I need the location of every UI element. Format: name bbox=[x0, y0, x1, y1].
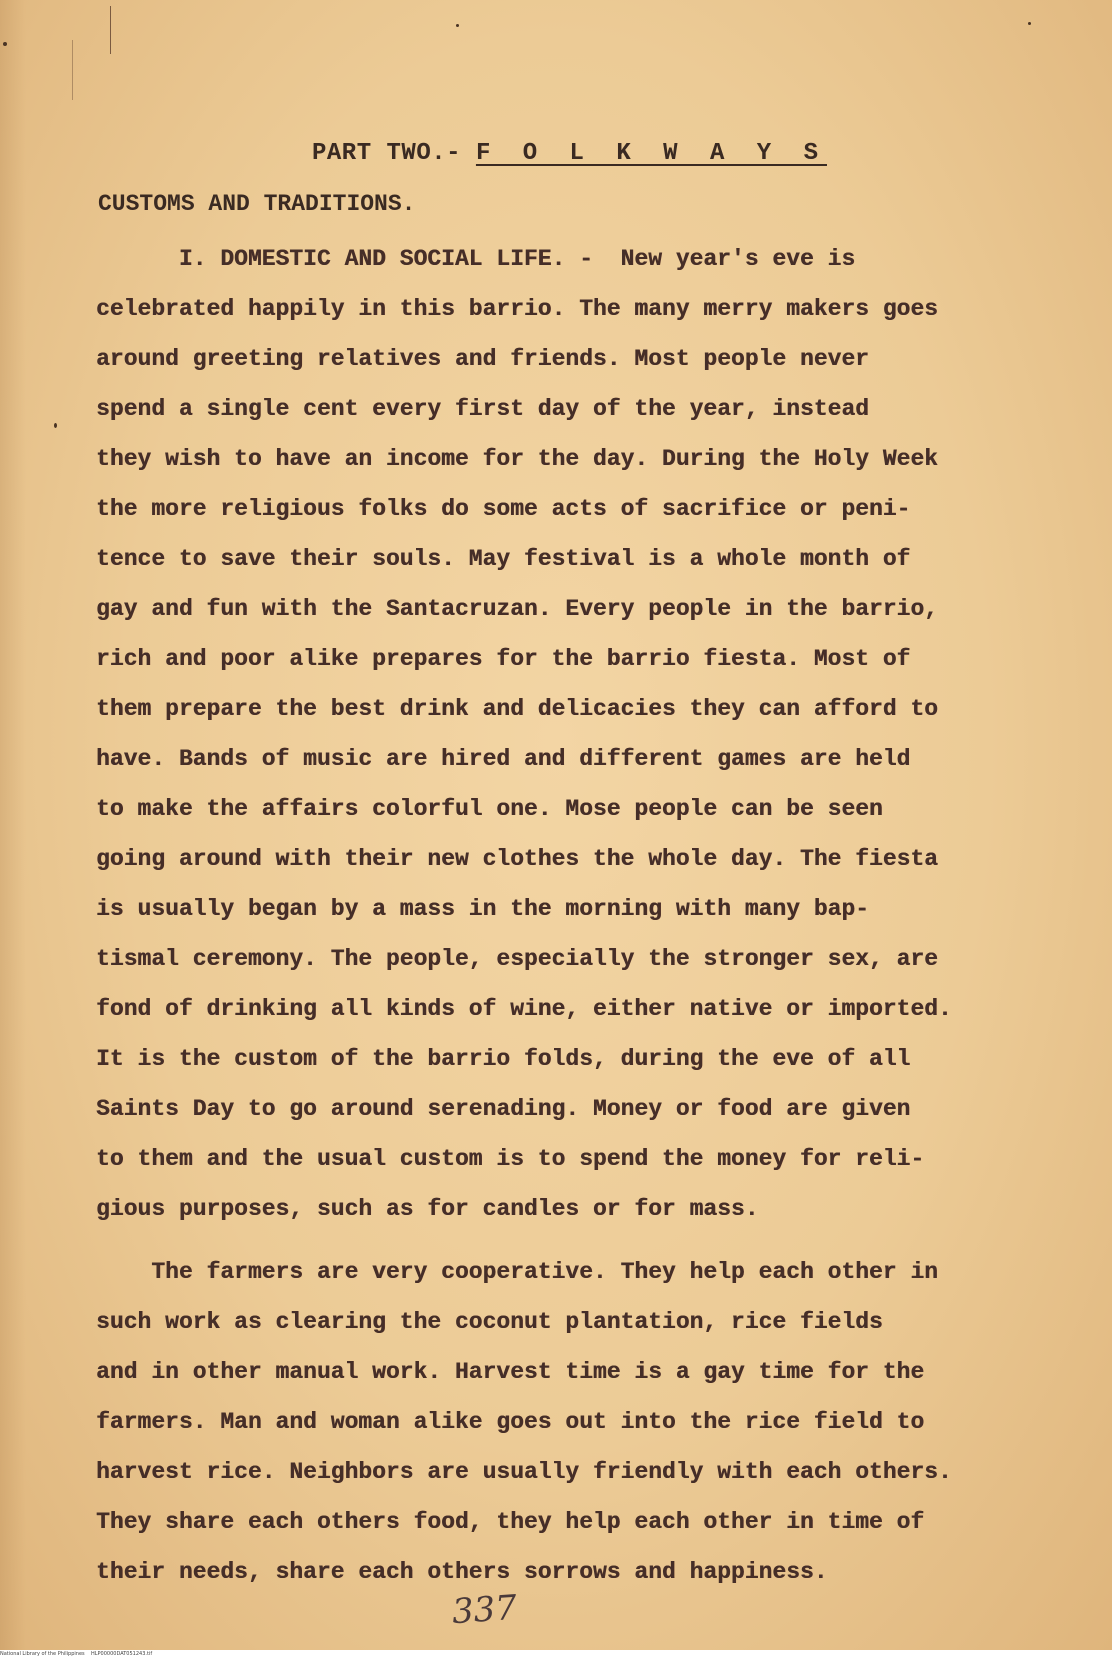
text-line: to make the affairs colorful one. Mose people can be seen bbox=[96, 796, 883, 822]
text-line: celebrated happily in this barrio. The many merry makers goes bbox=[96, 296, 938, 322]
ink-speck bbox=[3, 42, 7, 46]
page-heading bbox=[312, 140, 827, 167]
margin-mark bbox=[72, 40, 73, 100]
page-edge-shadow bbox=[0, 0, 26, 1650]
text-line: going around with their new clothes the whole day. The fiesta bbox=[96, 846, 938, 872]
section-subheading: CUSTOMS AND TRADITIONS. bbox=[98, 191, 416, 217]
text-line: It is the custom of the barrio folds, during the eve of all bbox=[96, 1046, 911, 1072]
text-line: Saints Day to go around serenading. Money or food are given bbox=[96, 1096, 911, 1122]
text-line: gious purposes, such as for candles or for mass. bbox=[96, 1196, 759, 1222]
text-line: around greeting relatives and friends. Most people never bbox=[96, 346, 869, 372]
text-line: they wish to have an income for the day. During the Holy Week bbox=[96, 446, 938, 472]
text-line: tence to save their souls. May festival is a whole month of bbox=[96, 546, 911, 572]
text-line: such work as clearing the coconut plantation, rice fields bbox=[96, 1309, 883, 1335]
paragraph-farmers bbox=[96, 1247, 1046, 1597]
text-line: is usually began by a mass in the morning with many bap- bbox=[96, 896, 869, 922]
text-line: They share each others food, they help each other in time of bbox=[96, 1509, 925, 1535]
text-line: them prepare the best drink and delicacies they can afford to bbox=[96, 696, 938, 722]
heading-prefix: PART TWO.- bbox=[312, 140, 476, 167]
text-line: have. Bands of music are hired and different games are held bbox=[96, 746, 911, 772]
ink-speck bbox=[54, 423, 57, 428]
text-line: The farmers are very cooperative. They help each other in bbox=[96, 1259, 938, 1285]
text-line: I. DOMESTIC AND SOCIAL LIFE. - New year's eve is bbox=[96, 246, 856, 272]
heading-folkways: F O L K W A Y S bbox=[475, 140, 827, 167]
ink-speck bbox=[1028, 22, 1031, 25]
handwritten-page-number: 337 bbox=[450, 1587, 519, 1633]
margin-mark bbox=[110, 6, 111, 54]
text-line: spend a single cent every first day of the year, instead bbox=[96, 396, 869, 422]
scan-footer: National Library of the Philippines HLP00000DAT051243.tif bbox=[0, 1650, 1112, 1658]
text-line: the more religious folks do some acts of sacrifice or peni- bbox=[96, 496, 911, 522]
text-line: rich and poor alike prepares for the barrio fiesta. Most of bbox=[96, 646, 911, 672]
text-line: their needs, share each others sorrows and happiness. bbox=[96, 1559, 828, 1585]
paragraph-domestic-social-life bbox=[96, 234, 1046, 1234]
text-line: farmers. Man and woman alike goes out into the rice field to bbox=[96, 1409, 925, 1435]
text-line: harvest rice. Neighbors are usually friendly with each others. bbox=[96, 1459, 952, 1485]
text-line: to them and the usual custom is to spend the money for reli- bbox=[96, 1146, 925, 1172]
text-line: fond of drinking all kinds of wine, either native or imported. bbox=[96, 996, 952, 1022]
text-line: gay and fun with the Santacruzan. Every people in the barrio, bbox=[96, 596, 938, 622]
text-line: and in other manual work. Harvest time is a gay time for the bbox=[96, 1359, 925, 1385]
text-line: tismal ceremony. The people, especially the stronger sex, are bbox=[96, 946, 938, 972]
ink-speck bbox=[456, 24, 459, 27]
